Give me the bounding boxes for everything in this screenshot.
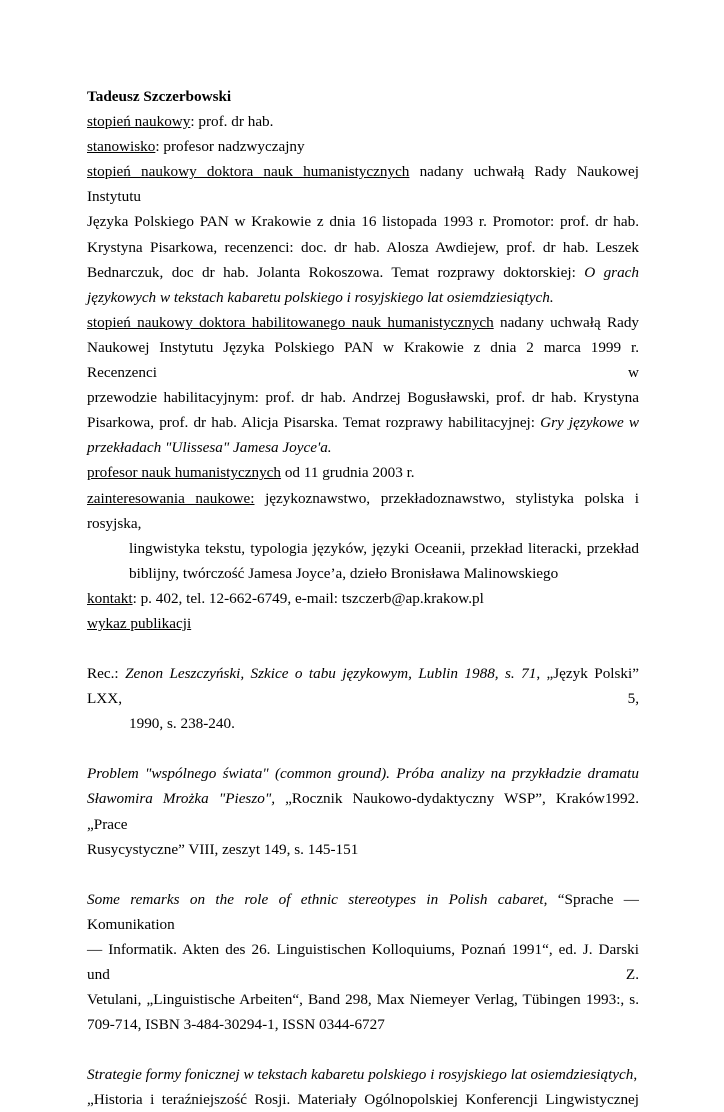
publication-4 bbox=[87, 1062, 639, 1112]
position-line bbox=[87, 134, 639, 159]
habil-line-1: stopień naukowy doktora habilitowanego nauk humanistycznych nadany uchwałą Rady bbox=[87, 313, 640, 331]
interests-label: zainteresowania naukowe: bbox=[87, 489, 255, 507]
pub3-line-1: Some remarks on the role of ethnic stereotypes in Polish cabaret, “Sprache — Komunikation bbox=[87, 890, 639, 933]
position-value: : profesor nadzwyczajny bbox=[155, 138, 305, 156]
contact-value: : p. 402, tel. 12-662-6749, e-mail: tszczerb@ap.krakow.pl bbox=[132, 589, 484, 607]
professor-value: od 11 grudnia 2003 r. bbox=[284, 464, 415, 482]
pub1-line-1: Rec.: Zenon Leszczyński, Szkice o tabu językowym, Lublin 1988, s. 71, „Język Polski” LXX, 5, bbox=[87, 665, 639, 708]
phd-line-4: Bednarczuk, doc dr hab. Jolanta Rokoszowa. Temat rozprawy doktorskiej: O grach bbox=[87, 263, 640, 281]
interests-line-2: lingwistyka tekstu, typologia języków, języki Oceanii, przekład literacki, przekład bbox=[129, 539, 639, 557]
spacer bbox=[87, 1037, 639, 1062]
spacer bbox=[87, 736, 639, 761]
interests-line-3: biblijny, twórczość Jamesa Joyce’a, dzieło Bronisława Malinowskiego bbox=[129, 564, 559, 582]
habil-line-3: przewodzie habilitacyjnym: prof. dr hab. Andrzej Bogusławski, prof. dr hab. Krystyna bbox=[87, 389, 639, 407]
phd-line-2: Języka Polskiego PAN w Krakowie z dnia 16 listopada 1993 r. Promotor: prof. dr hab. bbox=[87, 213, 639, 231]
pub3-line-2: — Informatik. Akten des 26. Linguistischen Kolloquiums, Poznań 1991“, ed. J. Darski und Z. bbox=[87, 940, 639, 983]
phd-line-1: stopień naukowy doktora nauk humanistycznych nadany uchwałą Rady Naukowej Instytutu bbox=[87, 163, 639, 206]
phd-label: stopień naukowy doktora nauk humanistycznych bbox=[87, 163, 410, 181]
phd-line-3: Krystyna Pisarkowa, recenzenci: doc. dr hab. Alosza Awdiejew, prof. dr hab. Leszek bbox=[87, 238, 639, 256]
publication-2 bbox=[87, 761, 639, 861]
phd-section bbox=[87, 159, 639, 310]
author-name: Tadeusz Szczerbowski bbox=[87, 88, 232, 105]
phd-line-5: językowych w tekstach kabaretu polskiego i rosyjskiego lat osiemdziesiątych. bbox=[87, 288, 554, 306]
pub2-line-1: Problem "wspólnego świata" (common ground). Próba analizy na przykładzie dramatu bbox=[87, 765, 639, 783]
pub1-title: Zenon Leszczyński, Szkice o tabu językowym, Lublin 1988, s. 71 bbox=[125, 665, 537, 683]
pub3-line-3: Vetulani, „Linguistische Arbeiten“, Band 298, Max Niemeyer Verlag, Tübingen 1993:, s. bbox=[87, 991, 639, 1009]
spacer bbox=[87, 636, 639, 661]
pub3-line-4: 709-714, ISBN 3-484-30294-1, ISSN 0344-6727 bbox=[87, 1016, 385, 1034]
publications-link[interactable]: wykaz publikacji bbox=[87, 614, 192, 632]
publication-1 bbox=[87, 661, 639, 736]
publication-3 bbox=[87, 887, 639, 1038]
habil-label: stopień naukowy doktora habilitowanego nauk humanistycznych bbox=[87, 313, 494, 331]
pub4-line-1: Strategie formy fonicznej w tekstach kabaretu polskiego i rosyjskiego lat osiemdziesiątych, bbox=[87, 1066, 638, 1084]
habil-thesis-title: Gry językowe w bbox=[540, 414, 639, 432]
position-label: stanowisko bbox=[87, 138, 156, 156]
document-body bbox=[87, 84, 639, 1112]
professor-label: profesor nauk humanistycznych bbox=[87, 464, 282, 482]
habil-line-4: Pisarkowa, prof. dr hab. Alicja Pisarska. Temat rozprawy habilitacyjnej: Gry językowe w bbox=[87, 414, 639, 432]
phd-thesis-title: O grach bbox=[584, 263, 640, 281]
degree-line bbox=[87, 109, 639, 134]
contact-line bbox=[87, 586, 639, 611]
professor-line bbox=[87, 460, 639, 485]
pub2-line-3: Rusycystyczne” VIII, zeszyt 149, s. 145-151 bbox=[87, 840, 359, 858]
interests-line-1: zainteresowania naukowe: językoznawstwo, przekładoznawstwo, stylistyka polska i rosyjska, bbox=[87, 489, 639, 532]
pub2-line-2: Sławomira Mrożka "Pieszo", „Rocznik Naukowo-dydaktyczny WSP”, Kraków1992. „Prace bbox=[87, 790, 639, 833]
degree-label: stopień naukowy bbox=[87, 113, 191, 131]
spacer bbox=[87, 862, 639, 887]
habil-line-5: przekładach "Ulissesa" Jamesa Joyce'a. bbox=[87, 439, 332, 457]
pub1-line-2: 1990, s. 238-240. bbox=[129, 715, 235, 733]
habil-section bbox=[87, 310, 639, 461]
interests-section bbox=[87, 486, 639, 586]
degree-value: : prof. dr hab. bbox=[190, 113, 274, 131]
pub4-line-2: „Historia i teraźniejszość Rosji. Materiały Ogólnopolskiej Konferencji Lingwistycznej bbox=[87, 1091, 639, 1109]
habil-line-2: Naukowej Instytutu Języka Polskiego PAN w Krakowie z dnia 2 marca 1999 r. Recenzenci w bbox=[87, 338, 639, 382]
contact-label: kontakt bbox=[87, 589, 133, 607]
